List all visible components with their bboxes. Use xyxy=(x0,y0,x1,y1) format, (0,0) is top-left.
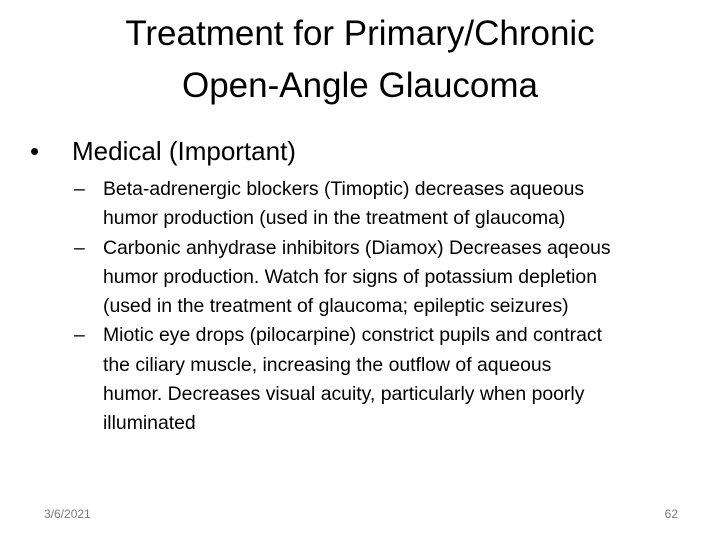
sub-bullet-list xyxy=(74,175,694,439)
slide-title xyxy=(60,8,660,112)
bullet-medical xyxy=(30,131,296,171)
sub-item-line: Beta-adrenergic blockers (Timoptic) decreases aqueous xyxy=(103,178,585,200)
bullet-label: Medical (Important) xyxy=(72,136,296,166)
footer-date: 3/6/2021 xyxy=(44,507,91,521)
sub-item-line: humor production. Watch for signs of potassium depletion xyxy=(103,265,597,288)
dash-icon: – xyxy=(74,324,85,347)
sub-item-miotic-drops xyxy=(74,321,694,438)
sub-item-line: (used in the treatment of glaucoma; epileptic seizures) xyxy=(103,295,569,318)
sub-item-line: illuminated xyxy=(103,412,196,435)
sub-item-line: humor. Decreases visual acuity, particularly when poorly xyxy=(103,383,585,406)
title-line-1: Treatment for Primary/Chronic xyxy=(125,14,595,53)
sub-item-line: Carbonic anhydrase inhibitors (Diamox) Decreases aqeous xyxy=(103,236,611,259)
sub-item-line: Miotic eye drops (pilocarpine) constrict pupils and contract xyxy=(103,324,602,347)
page-number: 62 xyxy=(664,507,678,521)
dash-icon: – xyxy=(74,236,85,259)
sub-item-carbonic-anhydrase xyxy=(74,234,694,322)
dash-icon: – xyxy=(74,178,85,200)
sub-item-line: humor production (used in the treatment of glaucoma) xyxy=(103,207,566,230)
bullet-dot-icon: • xyxy=(30,136,40,166)
sub-item-line: the ciliary muscle, increasing the outflow of aqueous xyxy=(103,353,552,376)
sub-item-beta-blockers xyxy=(74,175,694,234)
title-line-2: Open-Angle Glaucoma xyxy=(181,66,539,105)
